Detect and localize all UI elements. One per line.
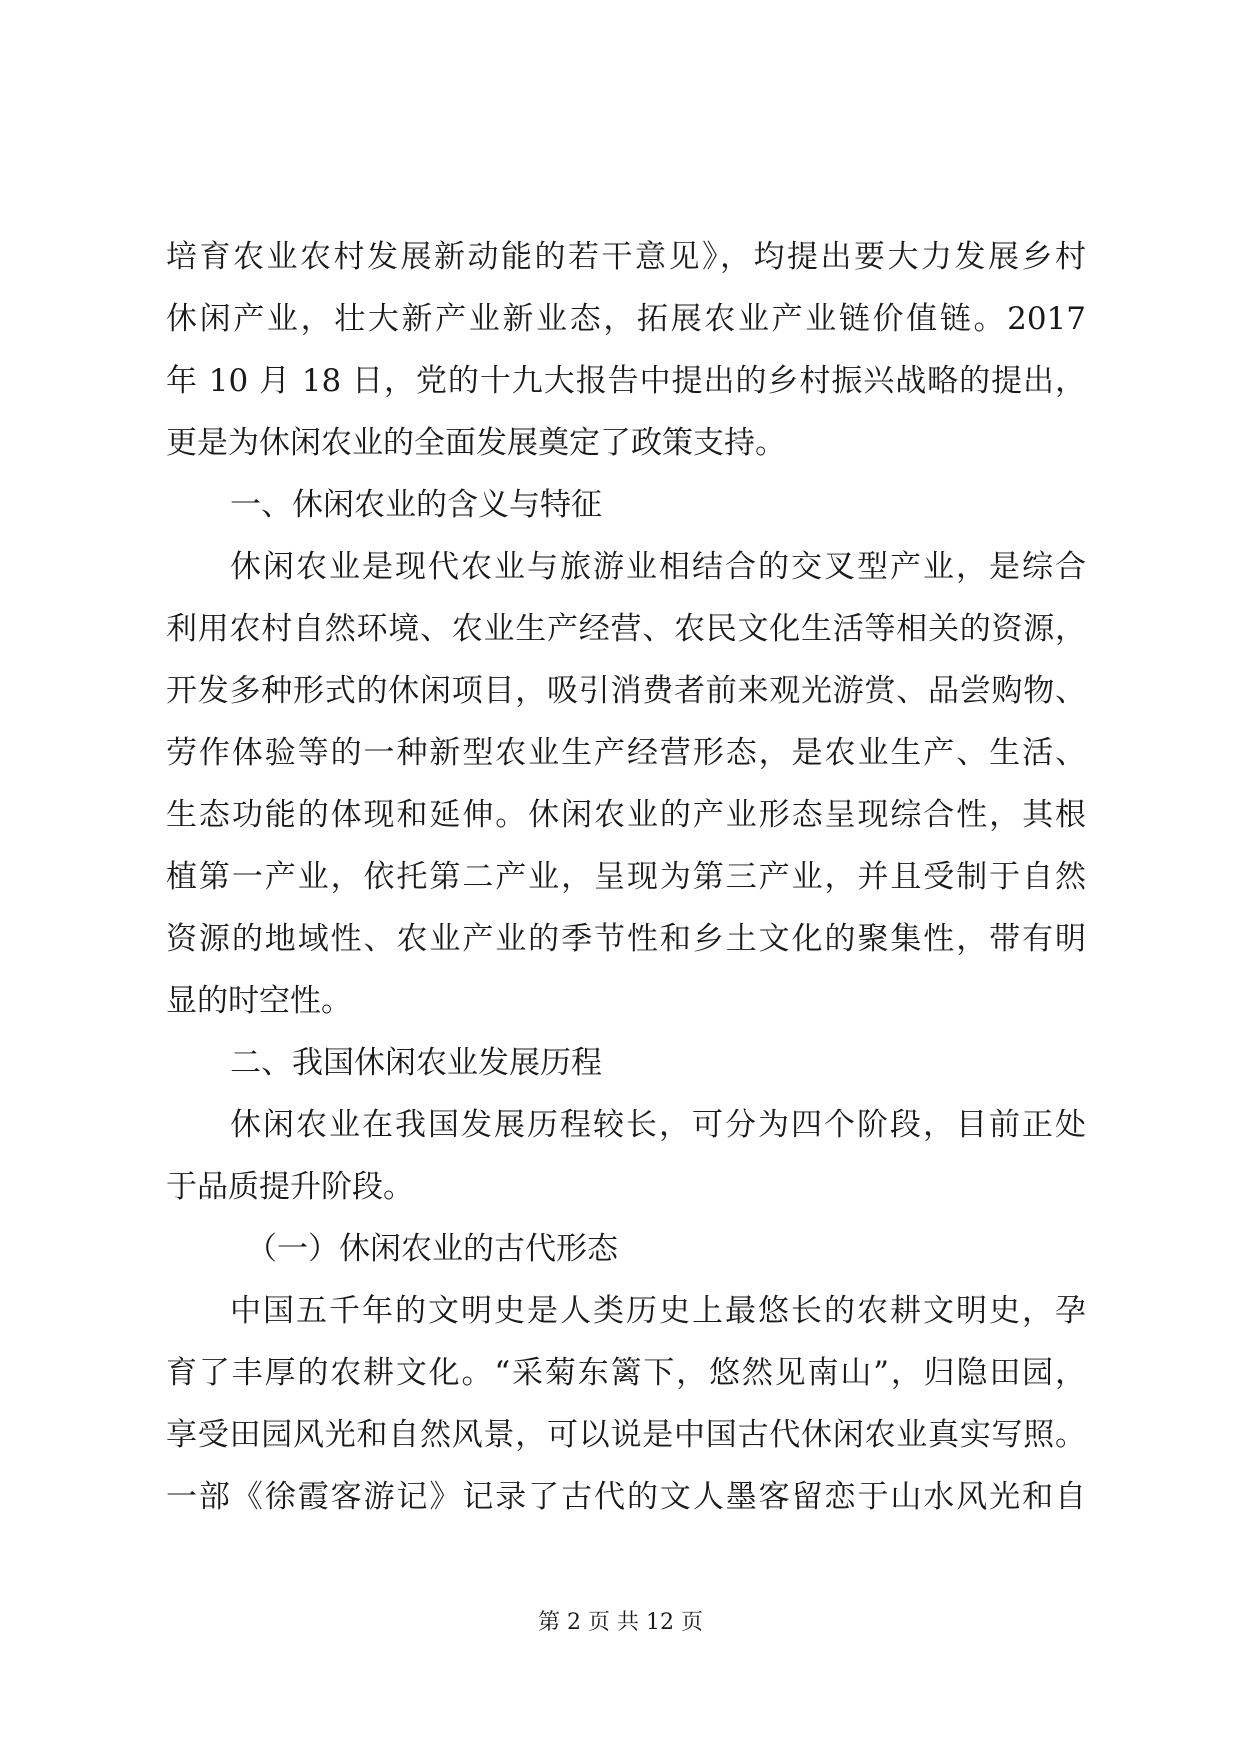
text-line: 植第一产业，依托第二产业，呈现为第三产业，并且受制于自然 <box>166 859 1086 895</box>
text-line: 休闲产业，壮大新产业新业态，拓展农业产业链价值链。2017 <box>166 301 1086 337</box>
text-line: 劳作体验等的一种新型农业生产经营形态，是农业生产、生活、 <box>166 735 1086 771</box>
text-line: 于品质提升阶段。 <box>166 1169 414 1205</box>
text-line: 资源的地域性、农业产业的季节性和乡土文化的聚集性，带有明 <box>166 921 1086 957</box>
text-line: 年 10 月 18 日，党的十九大报告中提出的乡村振兴战略的提出， <box>166 363 1086 399</box>
text-line: 利用农村自然环境、农业生产经营、农民文化生活等相关的资源， <box>166 611 1086 647</box>
text-line: 享受田园风光和自然风景，可以说是中国古代休闲农业真实写照。 <box>166 1417 1086 1453</box>
text-line: 更是为休闲农业的全面发展奠定了政策支持。 <box>166 425 786 461</box>
subsection-heading: （一）休闲农业的古代形态 <box>246 1231 618 1267</box>
text-line: 生态功能的体现和延伸。休闲农业的产业形态呈现综合性，其根 <box>166 797 1086 833</box>
text-line: 育了丰厚的农耕文化。“采菊东篱下，悠然见南山”，归隐田园， <box>166 1355 1086 1391</box>
section-heading: 一、休闲农业的含义与特征 <box>230 487 602 523</box>
text-line: 中国五千年的文明史是人类历史上最悠长的农耕文明史，孕 <box>230 1293 1086 1329</box>
text-line: 培育农业农村发展新动能的若干意见》，均提出要大力发展乡村 <box>166 239 1086 275</box>
text-line: 休闲农业在我国发展历程较长，可分为四个阶段，目前正处 <box>230 1107 1086 1143</box>
body-text <box>166 226 1086 1528</box>
text-line: 休闲农业是现代农业与旅游业相结合的交叉型产业，是综合 <box>230 549 1086 585</box>
section-heading: 二、我国休闲农业发展历程 <box>230 1045 602 1081</box>
page-footer: 第 2 页 共 12 页 <box>538 1610 703 1635</box>
text-line: 显的时空性。 <box>166 983 352 1019</box>
text-line: 开发多种形式的休闲项目，吸引消费者前来观光游赏、品尝购物、 <box>166 673 1086 709</box>
text-line: 一部《徐霞客游记》记录了古代的文人墨客留恋于山水风光和自 <box>166 1479 1086 1515</box>
